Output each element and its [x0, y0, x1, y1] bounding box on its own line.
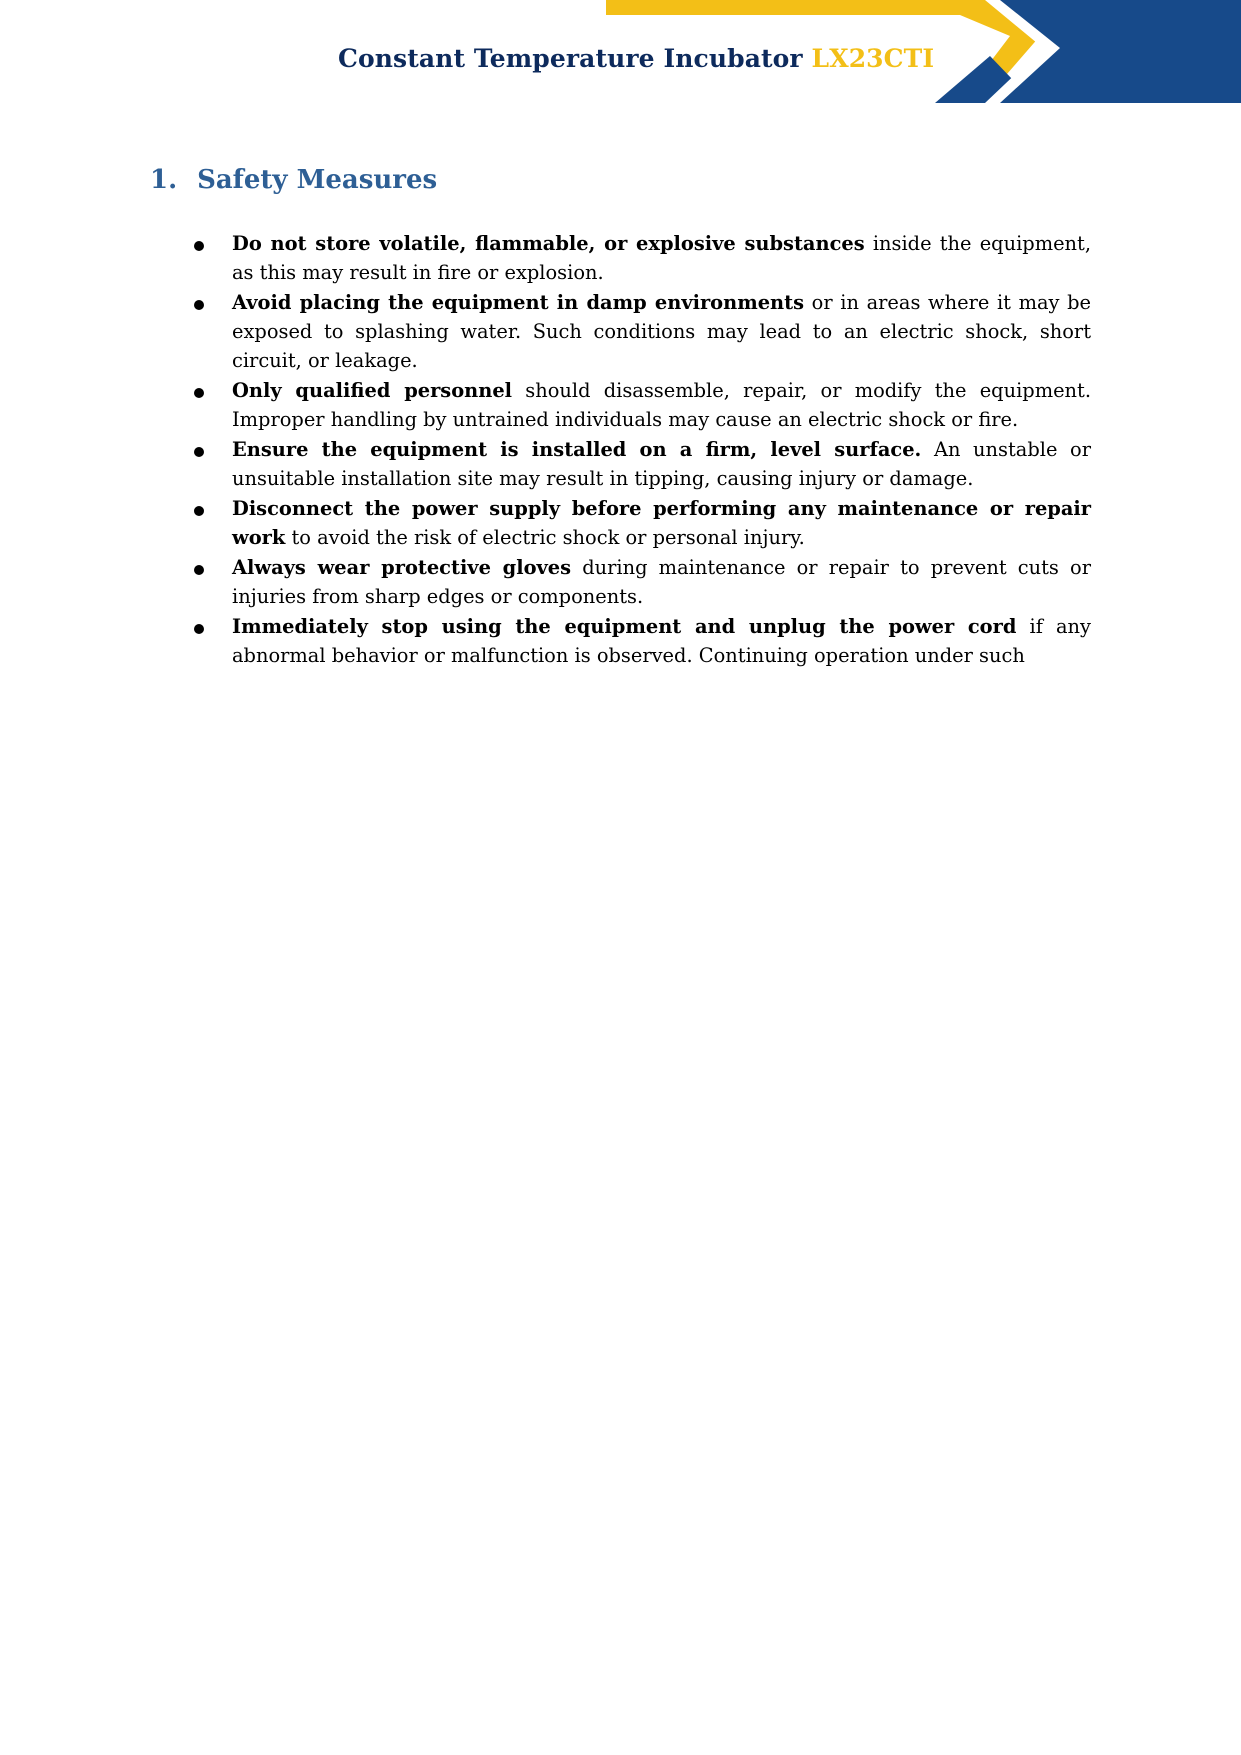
list-item	[188, 376, 1091, 434]
document-title-main: Constant Temperature Incubator	[338, 44, 803, 73]
list-item-emphasis: Immediately stop using the equipment and unplug the power cord	[232, 615, 1017, 638]
safety-measures-list	[188, 229, 1091, 671]
list-item-text: if any abnormal behavior or malfunction is observed. Continuing operation under such	[232, 615, 1091, 667]
list-item-text: An unstable or unsuitable installation site may result in tipping, causing injury or damage.	[232, 438, 1092, 490]
section-heading	[150, 165, 437, 195]
list-item	[188, 435, 1091, 493]
document-title	[338, 44, 934, 73]
list-item	[188, 229, 1091, 287]
list-item-emphasis: Only qualified personnel	[232, 379, 513, 402]
header-blue-block	[998, 0, 1241, 103]
bullet-icon	[194, 506, 204, 516]
bullet-icon	[194, 624, 204, 634]
document-model-number: LX23CTI	[811, 44, 935, 73]
bullet-icon	[194, 447, 204, 457]
list-item-text: should disassemble, repair, or modify the equipment. Improper handling by untrained individuals may cause an electric shock or fire.	[232, 379, 1092, 431]
list-item	[188, 553, 1091, 611]
list-item	[188, 494, 1091, 552]
list-item-text: or in areas where it may be exposed to splashing water. Such conditions may lead to an electric shock, short circuit, or leakage.	[232, 291, 1092, 372]
bullet-icon	[194, 241, 204, 251]
section-number: 1.	[150, 165, 178, 195]
bullet-icon	[194, 565, 204, 575]
bullet-icon	[194, 388, 204, 398]
list-item-emphasis: Disconnect the power supply before performing any maintenance or repair work	[232, 497, 1091, 549]
list-item-emphasis: Always wear protective gloves	[232, 556, 572, 579]
bullet-icon	[194, 300, 204, 310]
list-item	[188, 288, 1091, 375]
list-item-emphasis: Avoid placing the equipment in damp environments	[232, 291, 805, 314]
section-title: Safety Measures	[197, 165, 438, 195]
list-item-text: during maintenance or repair to prevent cuts or injuries from sharp edges or components.	[232, 556, 1091, 608]
list-item-text: to avoid the risk of electric shock or personal injury.	[285, 526, 805, 549]
list-item-text: inside the equipment, as this may result in fire or explosion.	[232, 232, 1091, 284]
list-item-emphasis: Do not store volatile, flammable, or explosive substances	[232, 232, 865, 255]
list-item-emphasis: Ensure the equipment is installed on a firm, level surface.	[232, 438, 922, 461]
list-item	[188, 612, 1091, 670]
